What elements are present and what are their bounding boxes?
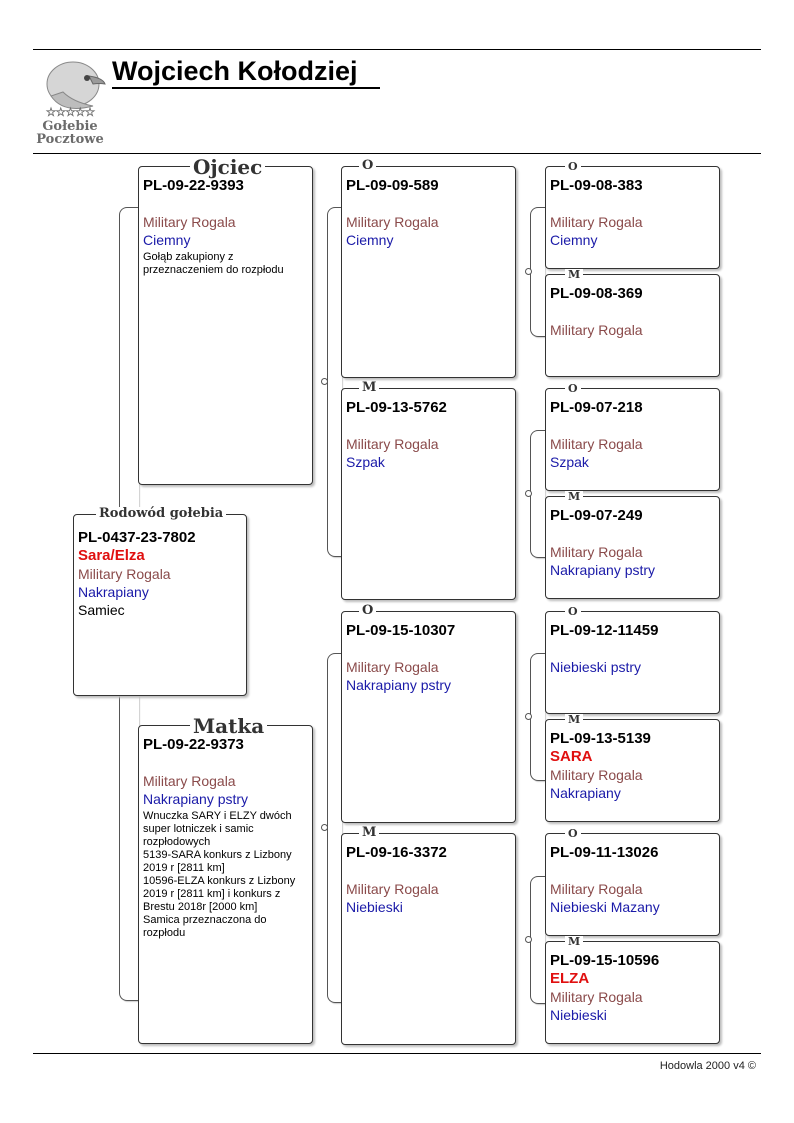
sire-label: O — [565, 161, 581, 172]
gen3-card — [545, 941, 720, 1044]
gen2-card — [341, 166, 516, 378]
connector-gen2-4 — [530, 876, 545, 1004]
breed: Military Rogala — [346, 659, 439, 675]
gen3-card — [545, 166, 720, 269]
breed: Military Rogala — [550, 881, 643, 897]
mother-card — [138, 725, 313, 1044]
gen3-card — [545, 611, 720, 714]
breed: Military Rogala — [143, 773, 236, 789]
sire-label: O — [359, 604, 376, 617]
connector-father — [327, 207, 342, 557]
connector-gen2-1 — [530, 207, 545, 337]
color: Ciemny — [550, 232, 598, 248]
dam-label: M — [359, 381, 379, 394]
sire-label: O — [565, 828, 581, 839]
breed: Military Rogala — [550, 214, 643, 230]
connector-dot — [321, 378, 328, 385]
color: Nakrapiany pstry — [550, 562, 656, 578]
gen3-card — [545, 274, 720, 377]
ring-number: PL-0437-23-7802 — [78, 529, 196, 546]
color: Szpak — [550, 454, 589, 470]
gen3-card — [545, 833, 720, 936]
footer-rule — [33, 1053, 761, 1054]
breed: Military Rogala — [78, 566, 171, 582]
pigeon-name: ELZA — [550, 970, 590, 987]
pigeon-name: Sara/Elza — [78, 547, 145, 564]
connector-dot — [525, 936, 532, 943]
ring-number: PL-09-22-9373 — [143, 736, 244, 753]
color: Nakrapiany pstry — [346, 677, 452, 693]
ring-number: PL-09-08-383 — [550, 177, 643, 194]
ring-number: PL-09-13-5139 — [550, 730, 651, 747]
ring-number: PL-09-15-10307 — [346, 622, 456, 639]
ring-number: PL-09-12-11459 — [550, 622, 659, 639]
logo-line2: Pocztowe — [36, 132, 104, 147]
note: Gołąb zakupiony z przeznaczeniem do rozpłodu — [143, 251, 284, 276]
dam-label: M — [565, 491, 583, 502]
owner-name: Wojciech Kołodziej — [112, 55, 380, 89]
breed: Military Rogala — [550, 767, 643, 783]
breed: Military Rogala — [346, 881, 439, 897]
logo-line1: Gołebie — [42, 119, 98, 134]
gen2-card — [341, 611, 516, 823]
color: Niebieski — [346, 899, 403, 915]
ring-number: PL-09-16-3372 — [346, 844, 447, 861]
color: Niebieski — [550, 1007, 607, 1023]
color: Nakrapiany — [550, 785, 621, 801]
gen3-card — [545, 496, 720, 599]
dam-label: M — [359, 826, 379, 839]
breed: Military Rogala — [550, 989, 643, 1005]
ring-number: PL-09-13-5762 — [346, 399, 447, 416]
dam-label: M — [565, 714, 583, 725]
breed: Military Rogala — [550, 544, 643, 560]
connector-gen2-3 — [530, 653, 545, 781]
ring-number: PL-09-07-218 — [550, 399, 643, 416]
gen2-card — [341, 388, 516, 600]
top-rule — [33, 49, 761, 50]
logo-stars: ☆☆☆☆☆ — [45, 105, 95, 119]
ring-number: PL-09-07-249 — [550, 507, 643, 524]
sire-label: O — [359, 159, 376, 172]
color: Ciemny — [143, 232, 191, 248]
gen3-card — [545, 719, 720, 822]
dam-label: M — [565, 936, 583, 947]
gen2-card — [341, 833, 516, 1045]
pigeon-name: SARA — [550, 748, 593, 765]
father-label: Ojciec — [190, 157, 265, 177]
connector-dot — [525, 490, 532, 497]
footer-credit: Hodowla 2000 v4 © — [659, 1060, 756, 1072]
color: Niebieski pstry — [550, 659, 642, 675]
sire-label: O — [565, 606, 581, 617]
note: Wnuczka SARY i ELZY dwóch super lotniczek i samic rozpłodowych 5139-SARA konkurs z Lizbony 2019 r [2811 km] 10596-ELZA konkurs z Lizbony 2019 r [2811 km] i konkurs z Brestu 2018r [2000 km] Samica przeznaczona do rozpłodu — [143, 810, 296, 939]
breed: Military Rogala — [346, 214, 439, 230]
pigeon-logo — [33, 56, 107, 148]
subject-card — [73, 514, 247, 696]
gen3-card — [545, 388, 720, 491]
ring-number: PL-09-09-589 — [346, 177, 439, 194]
color: Szpak — [346, 454, 385, 470]
father-card — [138, 166, 313, 485]
connector-dot — [525, 268, 532, 275]
connector-dot — [525, 713, 532, 720]
sire-label: O — [565, 383, 581, 394]
dam-label: M — [565, 269, 583, 280]
color: Ciemny — [346, 232, 394, 248]
ring-number: PL-09-15-10596 — [550, 952, 660, 969]
color: Niebieski Mazany — [550, 899, 660, 915]
sex: Samiec — [78, 602, 125, 618]
ring-number: PL-09-08-369 — [550, 285, 643, 302]
header-rule — [33, 153, 761, 154]
mother-label: Matka — [190, 716, 267, 736]
breed: Military Rogala — [550, 436, 643, 452]
connector-mother — [327, 653, 342, 1003]
ring-number: PL-09-11-13026 — [550, 844, 659, 861]
color: Nakrapiany pstry — [143, 791, 249, 807]
connector-dot — [321, 824, 328, 831]
ring-number: PL-09-22-9393 — [143, 177, 244, 194]
breed: Military Rogala — [143, 214, 236, 230]
breed: Military Rogala — [550, 322, 643, 338]
connector-gen2-2 — [530, 430, 545, 558]
pedigree-label: Rodowód gołebia — [96, 507, 226, 520]
breed: Military Rogala — [346, 436, 439, 452]
color: Nakrapiany — [78, 584, 149, 600]
